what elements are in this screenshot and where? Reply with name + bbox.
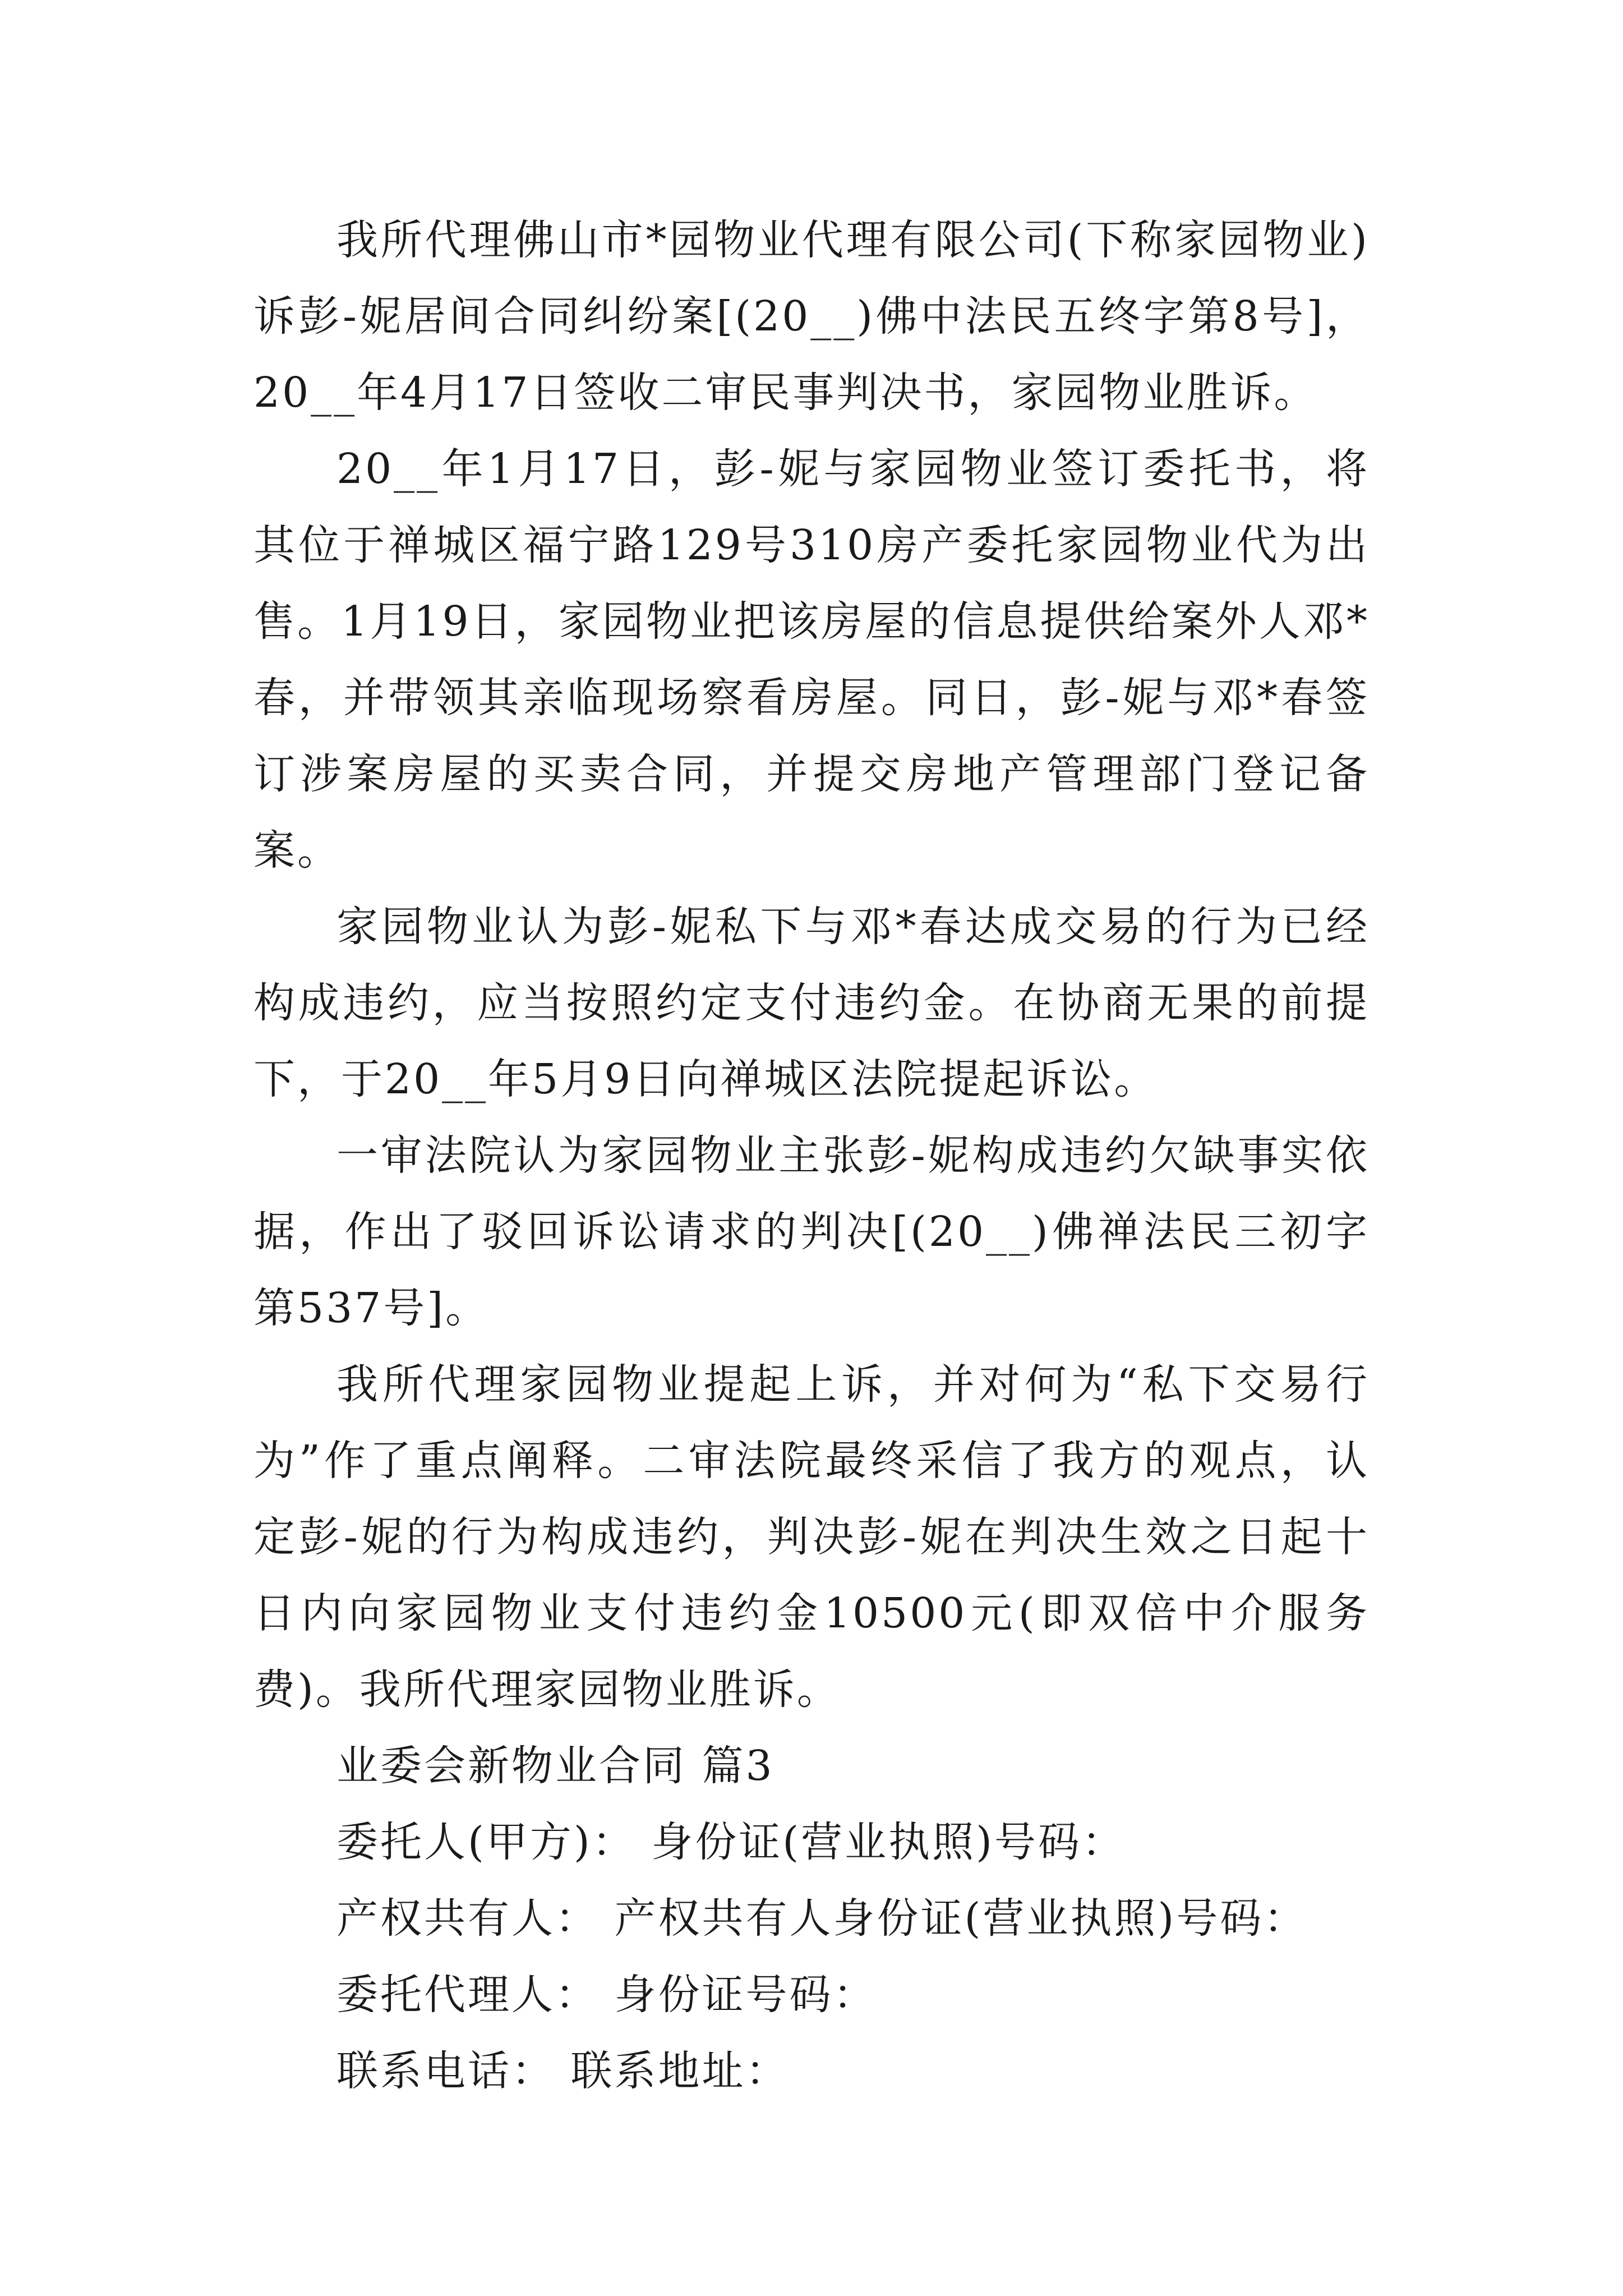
paragraph-claim: 家园物业认为彭-妮私下与邓*春达成交易的行为已经构成违约，应当按照约定支付违约金。在协商无果的前提下，于20__年5月9日向禅城区法院提起诉讼。 — [253, 903, 1370, 1103]
form-line-contact: 联系电话： 联系地址： — [336, 2047, 790, 2095]
form-line-principal: 委托人(甲方)： 身份证(营业执照)号码： — [336, 1818, 1126, 1866]
paragraph-appeal: 我所代理家园物业提起上诉，并对何为“私下交易行为”作了重点阐释。二审法院最终采信了我方的观点，认定彭-妮的行为构成违约，判决彭-妮在判决生效之日起十日内向家园物业支付违约金10500元(即双倍中介服务费)。我所代理家园物业胜诉。 — [253, 1360, 1370, 1714]
paragraph-first-instance: 一审法院认为家园物业主张彭-妮构成违约欠缺事实依据，作出了驳回诉讼请求的判决[(20__)佛禅法民三初字第537号]。 — [253, 1131, 1370, 1332]
paragraph-case-intro: 我所代理佛山市*园物业代理有限公司(下称家园物业)诉彭-妮居间合同纠纷案[(20__)佛中法民五终字第8号]，20__年4月17日签收二审民事判决书，家园物业胜诉。 — [253, 216, 1370, 417]
form-line-co-owner: 产权共有人： 产权共有人身份证(营业执照)号码： — [336, 1894, 1308, 1943]
section-title: 业委会新物业合同 篇3 — [336, 1742, 774, 1790]
form-line-agent: 委托代理人： 身份证号码： — [336, 1971, 877, 2019]
paragraph-case-facts: 20__年1月17日，彭-妮与家园物业签订委托书，将其位于禅城区福宁路129号310房产委托家园物业代为出售。1月19日，家园物业把该房屋的信息提供给案外人邓*春，并带领其亲临现场察看房屋。同日，彭-妮与邓*春签订涉案房屋的买卖合同，并提交房地产管理部门登记备案。 — [253, 445, 1370, 875]
document-body — [253, 202, 1370, 2109]
